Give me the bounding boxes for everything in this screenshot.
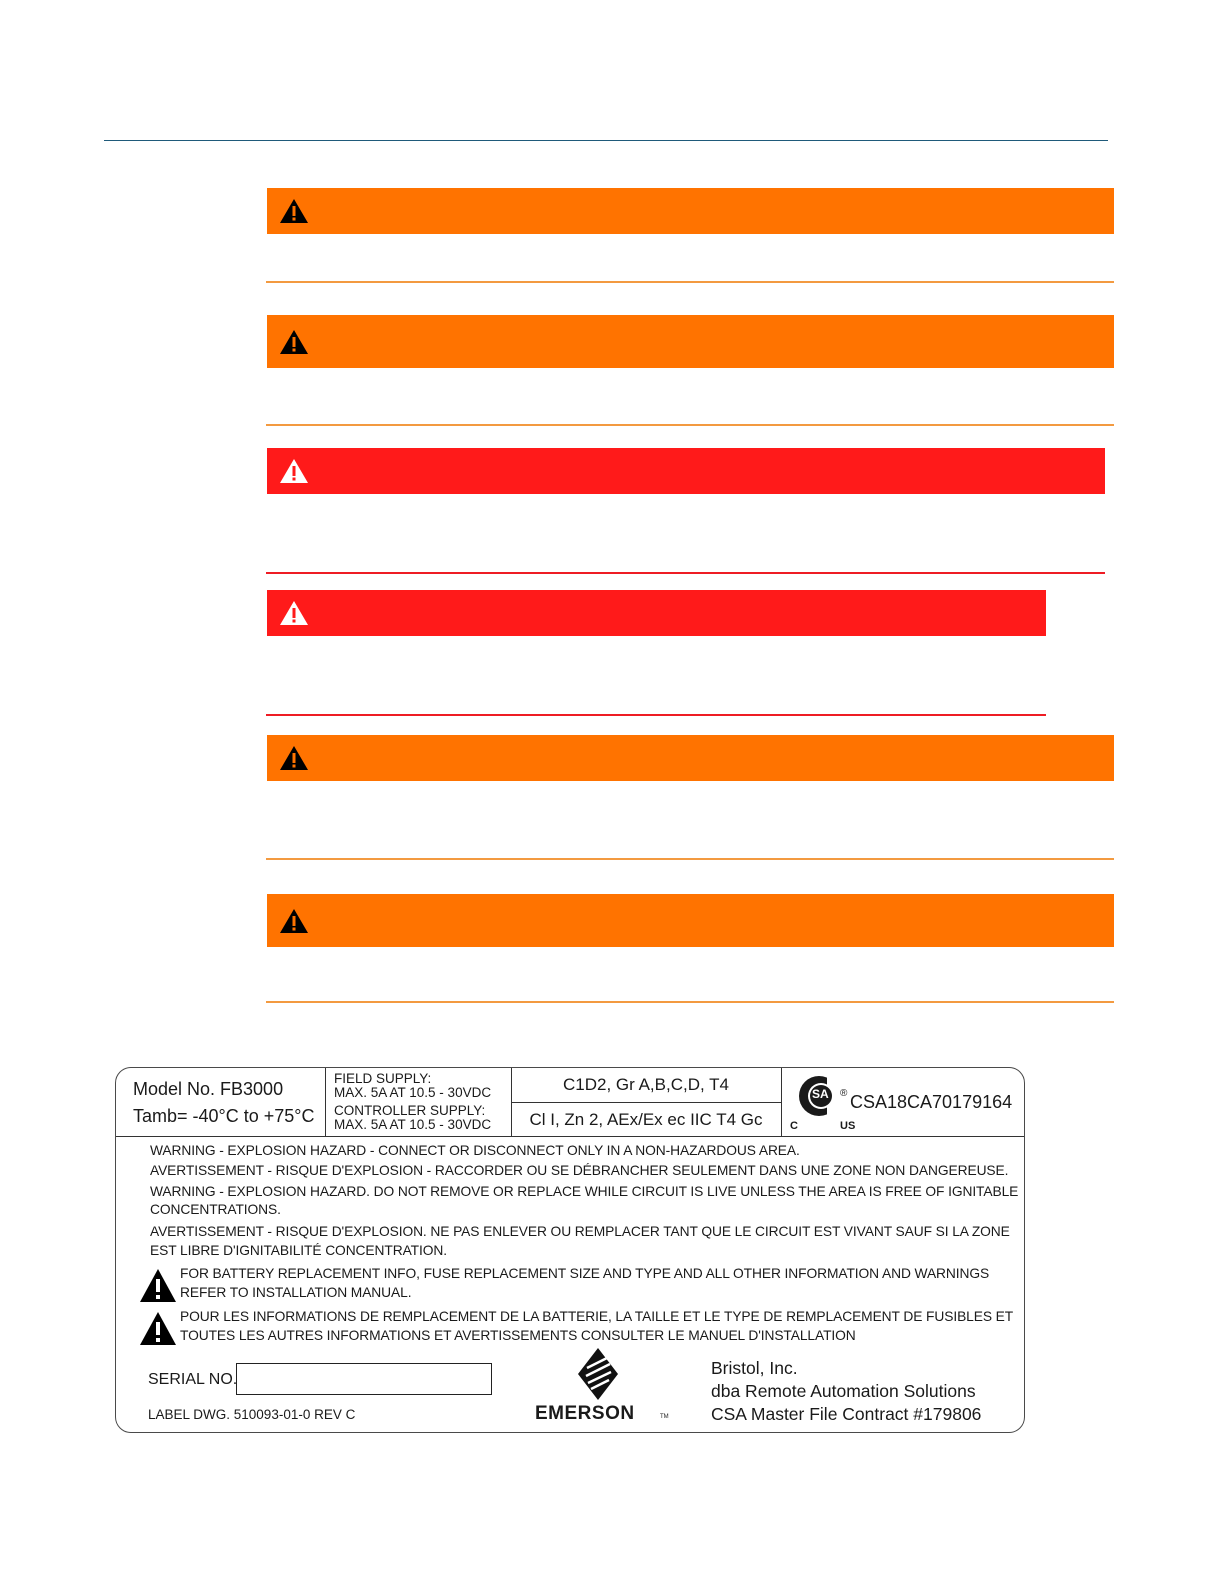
warning-banner-1 [267,188,1114,234]
ambient-temp: Tamb= -40°C to +75°C [133,1106,315,1126]
battery-info-fr: POUR LES INFORMATIONS DE REMPLACEMENT DE LA BATTERIE, LA TAILLE ET LE TYPE DE REMPLACEMENT DE FUSIBLES ET [180,1309,1014,1324]
battery-info-fr: TOUTES LES AUTRES INFORMATIONS ET AVERTISSEMENTS CONSULTER LE MANUEL D'INSTALLATION [180,1328,856,1343]
class-division: C1D2, Gr A,B,C,D, T4 [563,1075,729,1094]
csa-mark-text: SA [812,1087,829,1101]
label-warning-line: AVERTISSEMENT - RISQUE D'EXPLOSION - RACCORDER OU SE DÉBRANCHER SEULEMENT DANS UNE ZONE NON DANGEREUSE. [150,1163,1009,1178]
warning-triangle-icon [279,198,309,224]
warning-banner-2 [267,315,1114,368]
warning-rule-3 [266,858,1114,860]
serial-label: SERIAL NO. [148,1371,238,1388]
csa-us-mark: US [840,1120,856,1132]
label-divider [511,1102,781,1103]
label-warning-line: EST LIBRE D'IGNITABILITÉ CONCENTRATION. [150,1243,447,1258]
battery-info-en: FOR BATTERY REPLACEMENT INFO, FUSE REPLACEMENT SIZE AND TYPE AND ALL OTHER INFORMATION AND WARNINGS [180,1266,990,1281]
field-supply-title: FIELD SUPPLY: [334,1071,432,1086]
danger-rule-1 [266,572,1105,574]
warning-rule-2 [266,424,1114,426]
warning-triangle-icon [279,908,309,934]
label-warning-line: WARNING - EXPLOSION HAZARD - CONNECT OR DISCONNECT ONLY IN A NON-HAZARDOUS AREA. [150,1143,800,1158]
label-warning-line: CONCENTRATIONS. [150,1202,281,1217]
csa-c-mark: C [790,1120,798,1132]
company-dba: dba Remote Automation Solutions [711,1381,976,1401]
warning-rule-1 [266,281,1114,283]
emerson-logo-icon [576,1346,620,1402]
warning-triangle-icon [279,329,309,355]
csa-certificate-number: CSA18CA70179164 [850,1092,1013,1112]
label-divider [325,1068,326,1136]
field-supply-value: MAX. 5A AT 10.5 - 30VDC [334,1085,492,1100]
label-divider [116,1136,1025,1137]
emerson-wordmark: EMERSON [535,1403,635,1424]
warning-banner-3 [267,735,1114,781]
warning-banner-4 [267,894,1114,947]
controller-supply-title: CONTROLLER SUPPLY: [334,1103,486,1118]
serial-number-box [236,1363,492,1395]
csa-master-file: CSA Master File Contract #179806 [711,1404,982,1424]
danger-banner-1 [267,448,1105,494]
class-zone: Cl I, Zn 2, AEx/Ex ec IIC T4 Gc [529,1110,763,1129]
label-warning-line: WARNING - EXPLOSION HAZARD. DO NOT REMOVE OR REPLACE WHILE CIRCUIT IS LIVE UNLESS THE AREA IS FREE OF IGNITABLE [150,1184,1019,1199]
danger-rule-2 [266,714,1046,716]
label-divider [781,1068,782,1136]
controller-supply-value: MAX. 5A AT 10.5 - 30VDC [334,1117,492,1132]
warning-triangle-icon [279,600,309,626]
warning-rule-4 [266,1001,1114,1003]
trademark-mark: TM [660,1414,669,1420]
drawing-number: LABEL DWG. 510093-01-0 REV C [148,1407,356,1422]
header-rule [104,140,1108,141]
warning-triangle-icon [139,1268,177,1303]
warning-triangle-icon [279,745,309,771]
battery-info-en: REFER TO INSTALLATION MANUAL. [180,1285,412,1300]
danger-banner-2 [267,590,1046,636]
registered-mark: ® [840,1088,848,1099]
warning-triangle-icon [139,1311,177,1346]
warning-triangle-icon [279,458,309,484]
label-warning-line: AVERTISSEMENT - RISQUE D'EXPLOSION. NE PAS ENLEVER OU REMPLACER TANT QUE LE CIRCUIT EST VIVANT SAUF SI LA ZONE [150,1224,1010,1239]
model-number: Model No. FB3000 [133,1079,284,1099]
company-name: Bristol, Inc. [711,1358,798,1378]
product-label [115,1067,1025,1433]
